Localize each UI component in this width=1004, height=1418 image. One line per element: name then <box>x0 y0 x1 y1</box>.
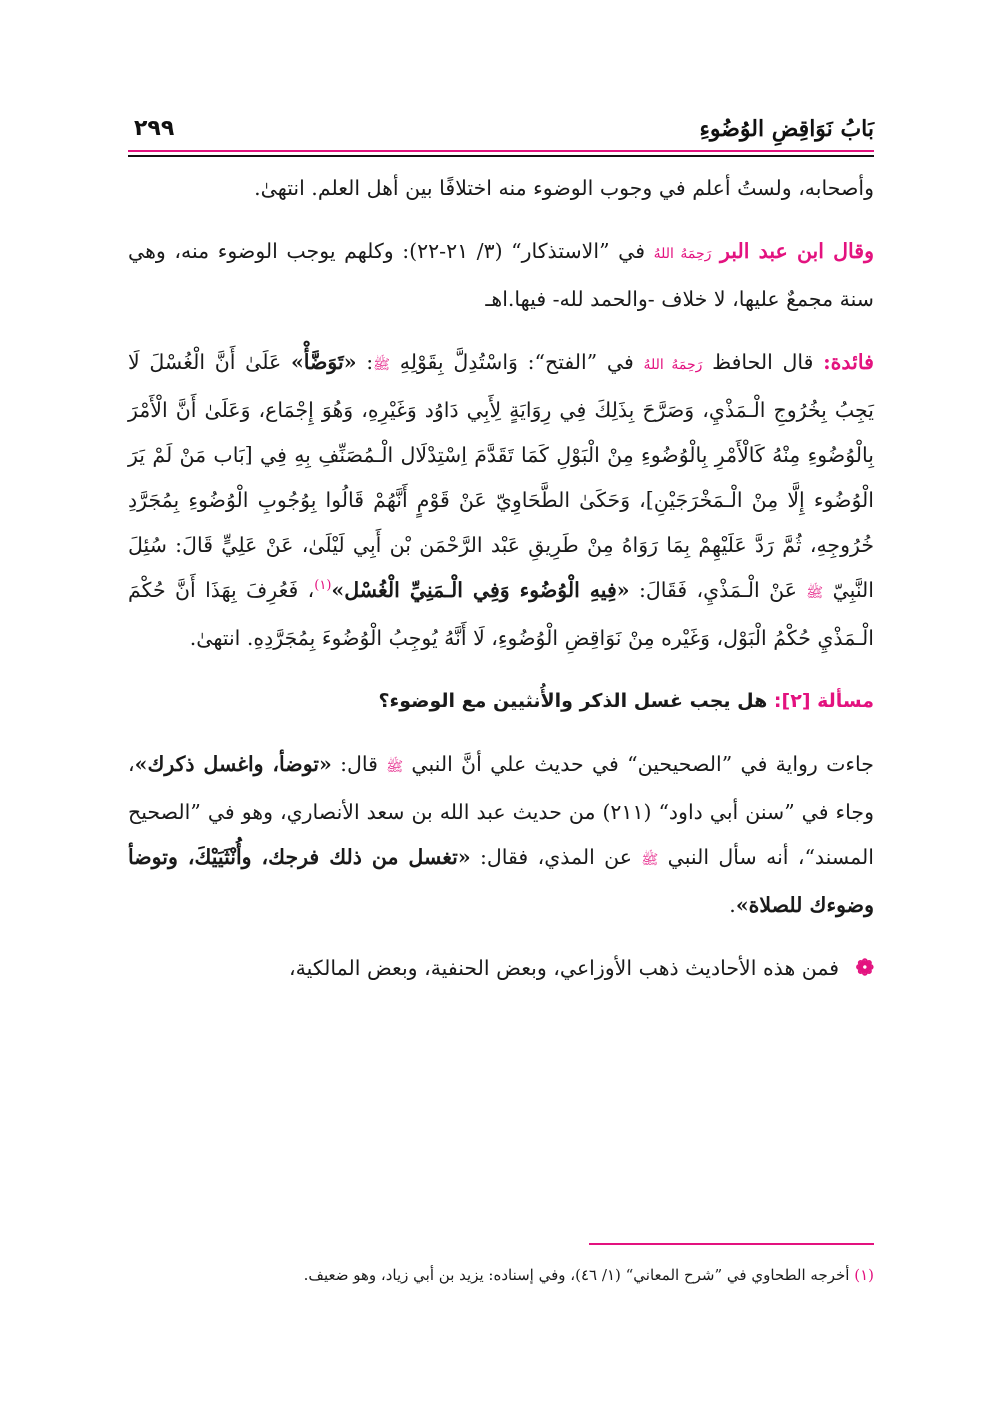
footnote-text: أخرجه الطحاوي في ”شرح المعاني“ (١/ ٤٦)، وفي إسناده: يزيد بن أبي زياد، وهو ضعيف. <box>303 1266 850 1284</box>
paragraph-text: ، فَعُرِفَ بِهَذَا أَنَّ حُكْمَ الْـمَذْيِ حُكْمُ الْبَوْل، وَغَيْره مِنْ نَوَاقِضِ الْوُضُوءِ، لَا أَنَّهُ يُوجِبُ الْوُضُوءَ بِمُجَرَّدِهِ. انتهىٰ. <box>128 578 874 650</box>
footnote-number: (١) <box>854 1266 874 1284</box>
paragraph-text: في ”الاستذكار“ (٣/ ٢١-٢٢): وكلهم يوجب الوضوء منه، وهي سنة مجمعٌ عليها، لا خلاف -والحمد لله- فيها.اهـ <box>128 239 874 311</box>
paragraph-text: وأصحابه، ولستُ أعلم في وجوب الوضوء منه اختلافًا بين أهل العلم. انتهىٰ. <box>254 176 874 200</box>
paragraph-text: عَلَىٰ أَنَّ الْغُسْلَ لَا يَجِبُ بِخُرُوجِ الْـمَذْيِ، وَصَرَّحَ بِذَلِكَ فِي رِوَايَةٍ لِأَبِي دَاوُد وَغَيْرِهِ، وَهُوَ إِجْمَاع، وَعَلَىٰ أَنَّ الْأَمْرَ بِالْوُضُوءِ مِنْهُ كَالْأَمْرِ بِالْوُضُوءِ مِنْ الْبَوْلِ كَمَا تَقَدَّمَ اِسْتِدْلَال الْـمُصَنِّفِ بِهِ فِي [بَاب مَنْ لَمْ يَرَ الْوُضُوء إِلَّا مِنْ الْـمَخْرَجَيْنِ]، وَحَكَىٰ الطَّحَاوِيّ عَنْ قَوْمٍ أَنَّهُمْ قَالُوا بِوُجُوبِ الْوُضُوءِ بِمُجَرَّدِ خُرُوجِهِ، ثُمَّ رَدَّ عَلَيْهِمْ بِمَا رَوَاهُ مِنْ طَرِيقِ عَبْد الرَّحْمَن بْن أَبِي لَيْلَىٰ، عَنْ عَلِيٍّ قَالَ: سُئِلَ النَّبِيّ <box>128 350 874 602</box>
paragraph-text: جاءت رواية في ”الصحيحين“ في حديث علي أنَّ النبي <box>411 752 874 776</box>
paragraph-text: عن المذي، فقال: <box>480 845 632 869</box>
flower-bullet-icon: ❁ <box>855 955 874 981</box>
question-label: مسألة [٢]: <box>773 690 874 712</box>
paragraph-ibn-abd-al-barr <box>128 229 874 322</box>
question-text: هل يجب غسل الذكر والأُنثيين مع الوضوء؟ <box>378 690 768 712</box>
page-body <box>128 166 874 991</box>
paragraph-text: : <box>366 350 374 374</box>
paragraph-benefit <box>128 340 874 661</box>
salawat-mark: ﷺ <box>386 759 404 775</box>
salawat-mark: ﷺ <box>806 585 824 601</box>
paragraph-text: قال الحافظ <box>712 350 814 374</box>
salawat-mark: ﷺ <box>641 852 659 868</box>
chapter-title: بَابُ نَوَاقِضِ الوُضُوءِ <box>699 116 874 142</box>
paragraph-text: ، وجاء في ”سنن أبي داود“ (٢١١) من حديث عبد الله بن سعد الأنصاري، وهو في ”الصحيح المسند“، أنه سأل النبي <box>128 752 874 869</box>
paragraph-text: في ”الفتح“: وَاسْتُدِلَّ بِقَوْلِهِ <box>399 350 634 374</box>
honorific-mark: رَحِمَهُ اللهُ <box>643 357 703 373</box>
hadith-quote: «توضأ، واغسل ذكرك» <box>134 752 332 776</box>
salawat-mark: ﷺ <box>373 357 391 373</box>
paragraph-text: فمن هذه الأحاديث ذهب الأوزاعي، وبعض الحنفية، وبعض المالكية، <box>289 956 840 980</box>
header-rule-accent <box>128 150 874 152</box>
footnote-separator <box>589 1243 874 1245</box>
paragraph-opinions <box>128 946 874 991</box>
paragraph-text: قال: <box>340 752 378 776</box>
footnote-reference[interactable]: (١) <box>314 578 332 594</box>
header-rule-dark <box>128 155 874 157</box>
hadith-quote: «تغسل من ذلك فرجك، وأُنْثَيَيْكَ، وتوضأ وضوءك للصلاة» <box>128 845 874 917</box>
page-header <box>128 112 874 148</box>
footnote <box>128 1262 874 1288</box>
paragraph-narrations <box>128 742 874 928</box>
page-number: ٢٩٩ <box>134 116 175 141</box>
paragraph-text: . <box>729 893 736 917</box>
benefit-label: فائدة: <box>823 350 874 374</box>
hadith-quote: «فِيهِ الْوُضُوء وَفِي الْـمَنِيِّ الْغُسْل» <box>331 578 630 602</box>
question-heading <box>128 679 874 724</box>
hadith-quote: «تَوَضَّأْ» <box>290 350 357 374</box>
paragraph-continuation <box>128 166 874 211</box>
paragraph-text: عَنْ الْـمَذْيِ، فَقَالَ: <box>638 578 797 602</box>
scholar-name: وقال ابن عبد البر <box>719 239 874 263</box>
honorific-mark: رَحِمَهُ اللهُ <box>653 246 712 262</box>
